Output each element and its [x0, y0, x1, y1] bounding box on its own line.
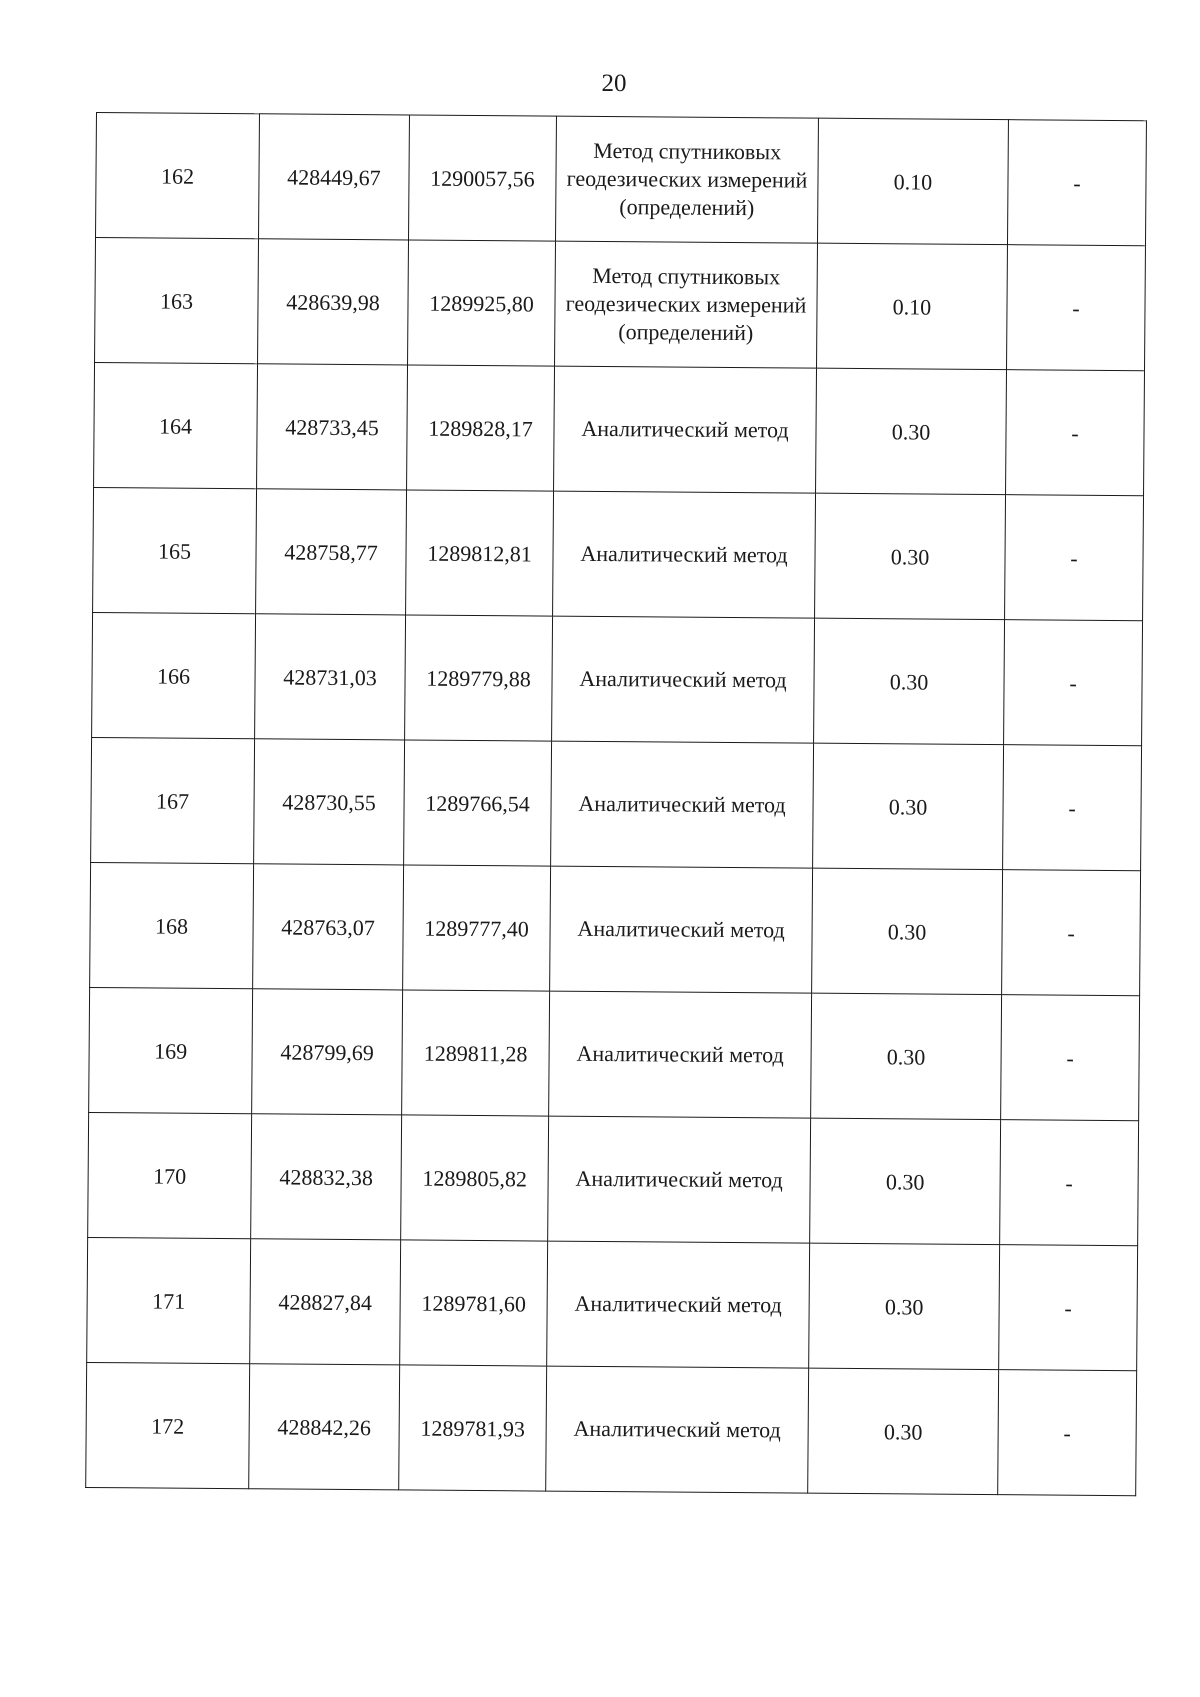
accuracy-cell: 0.30 [813, 743, 1004, 869]
x-coordinate-cell: 428449,67 [259, 114, 410, 240]
y-coordinate-cell: 1289781,60 [400, 1240, 548, 1366]
x-coordinate-cell: 428730,55 [254, 739, 405, 865]
method-cell: Аналитический метод [547, 1241, 810, 1368]
table-row [93, 487, 1144, 620]
description-cell: - [1007, 245, 1146, 371]
description-cell: - [1004, 620, 1143, 746]
x-coordinate-cell: 428733,45 [257, 364, 408, 490]
y-coordinate-cell: 1289812,81 [406, 490, 554, 616]
table-row [91, 737, 1142, 870]
accuracy-cell: 0.30 [811, 993, 1002, 1119]
description-cell: - [1007, 120, 1146, 246]
accuracy-cell: 0.30 [814, 618, 1005, 744]
accuracy-cell: 0.30 [815, 493, 1006, 619]
point-number-cell: 166 [92, 612, 256, 738]
point-number-cell: 168 [90, 862, 254, 988]
accuracy-cell: 0.30 [809, 1243, 1000, 1369]
y-coordinate-cell: 1289805,82 [401, 1115, 549, 1241]
method-cell: Аналитический метод [552, 616, 815, 743]
description-cell: - [1006, 370, 1145, 496]
point-number-cell: 167 [91, 737, 255, 863]
method-cell: Аналитический метод [554, 366, 817, 493]
table-row [96, 113, 1147, 246]
table-row [88, 1112, 1139, 1245]
y-coordinate-cell: 1290057,56 [409, 115, 557, 241]
x-coordinate-cell: 428763,07 [253, 864, 404, 990]
x-coordinate-cell: 428827,84 [250, 1239, 401, 1365]
table-row [94, 362, 1145, 495]
accuracy-cell: 0.30 [808, 1368, 999, 1494]
table-row [86, 1362, 1137, 1495]
point-number-cell: 165 [93, 487, 257, 613]
x-coordinate-cell: 428832,38 [251, 1114, 402, 1240]
x-coordinate-cell: 428799,69 [252, 989, 403, 1115]
method-cell: Аналитический метод [553, 491, 816, 618]
point-number-cell: 169 [89, 987, 253, 1113]
x-coordinate-cell: 428731,03 [255, 614, 406, 740]
description-cell: - [1002, 870, 1141, 996]
table-row [87, 1237, 1138, 1370]
y-coordinate-cell: 1289766,54 [404, 740, 552, 866]
table-row [89, 987, 1140, 1120]
table-row [95, 238, 1146, 371]
y-coordinate-cell: 1289925,80 [408, 240, 556, 366]
method-cell: Аналитический метод [546, 1366, 809, 1493]
page-number: 20 [601, 70, 627, 97]
y-coordinate-cell: 1289779,88 [405, 615, 553, 741]
method-cell: Аналитический метод [548, 1116, 811, 1243]
y-coordinate-cell: 1289777,40 [403, 865, 551, 991]
coordinates-table-body [86, 113, 1147, 1496]
description-cell: - [999, 1245, 1138, 1371]
table-row [92, 612, 1143, 745]
method-cell: Метод спутниковых геодезических измерений (определений) [555, 241, 818, 368]
accuracy-cell: 0.10 [817, 243, 1008, 369]
description-cell: - [1000, 1120, 1139, 1246]
y-coordinate-cell: 1289811,28 [402, 990, 550, 1116]
description-cell: - [1001, 995, 1140, 1121]
accuracy-cell: 0.10 [817, 118, 1008, 244]
description-cell: - [1005, 495, 1144, 621]
point-number-cell: 162 [96, 113, 260, 239]
method-cell: Аналитический метод [549, 991, 812, 1118]
x-coordinate-cell: 428639,98 [258, 239, 409, 365]
method-cell: Аналитический метод [550, 866, 813, 993]
accuracy-cell: 0.30 [816, 368, 1007, 494]
point-number-cell: 164 [94, 362, 258, 488]
accuracy-cell: 0.30 [810, 1118, 1001, 1244]
point-number-cell: 172 [86, 1362, 250, 1488]
point-number-cell: 171 [87, 1237, 251, 1363]
accuracy-cell: 0.30 [812, 868, 1003, 994]
coordinates-table-wrapper [85, 112, 1146, 1496]
y-coordinate-cell: 1289781,93 [399, 1365, 547, 1491]
table-row [90, 862, 1141, 995]
point-number-cell: 170 [88, 1112, 252, 1238]
y-coordinate-cell: 1289828,17 [407, 365, 555, 491]
method-cell: Аналитический метод [551, 741, 814, 868]
description-cell: - [1003, 745, 1142, 871]
point-number-cell: 163 [95, 238, 259, 364]
x-coordinate-cell: 428758,77 [256, 489, 407, 615]
description-cell: - [998, 1370, 1137, 1496]
coordinates-table [85, 112, 1147, 1496]
x-coordinate-cell: 428842,26 [249, 1364, 400, 1490]
method-cell: Метод спутниковых геодезических измерений (определений) [556, 116, 819, 243]
